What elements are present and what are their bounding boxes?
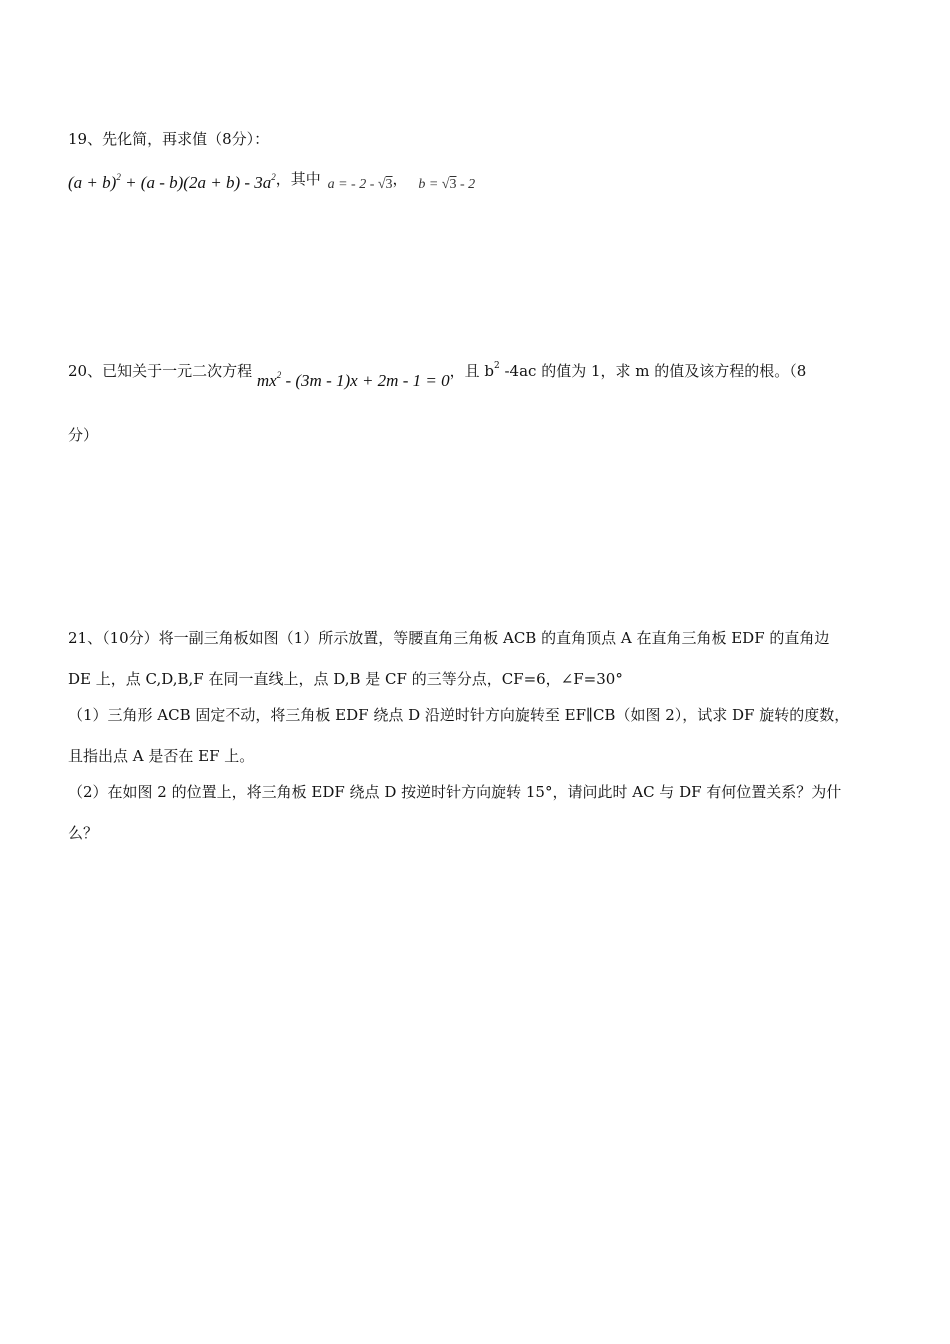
q21-line-2: DE 上，点 C,D,B,F 在同一直线上，点 D,B 是 CF 的三等分点，CF=6，∠F=30°	[68, 670, 623, 688]
q20-prefix: 20、已知关于一元二次方程	[68, 362, 253, 380]
q19-where-label: ，其中	[275, 170, 321, 188]
q21-line-6: 么？	[68, 824, 99, 842]
q19-condition-b: b = √3 - 2	[418, 177, 476, 192]
q19-title: 19、先化简，再求值（8分）：	[68, 130, 270, 148]
q21-line-4: 且指出点 A 是否在 EF 上。	[68, 747, 255, 765]
q20-equation: $mx^2 - (3m - 1)x + 2m - 1 = 0$	[256, 370, 450, 390]
q19-separator: ，	[392, 170, 408, 188]
q21-line-5: （2）在如图 2 的位置上，将三角板 EDF 绕点 D 按逆时针方向旋转 15°，请问此时 AC 与 DF 有何位置关系？为什	[68, 783, 842, 801]
q20-line-1	[68, 360, 807, 390]
q20-line-2: 分）	[68, 426, 99, 444]
q19-expression-line	[68, 172, 475, 193]
q20-suffix: ，且 $b^2$ -4ac 的值为 1，求 m 的值及该方程的根。（8	[449, 361, 807, 380]
q19-expression: $(a + b)^2 + (a - b)(2a + b) - 3a^2$	[68, 172, 276, 192]
q21-line-3: （1）三角形 ACB 固定不动，将三角板 EDF 绕点 D 沿逆时针方向旋转至 EF∥CB（如图 2），试求 DF 旋转的度数，	[68, 706, 850, 724]
q21-line-1: 21、（10分）将一副三角板如图（1）所示放置，等腰直角三角板 ACB 的直角顶点 A 在直角三角板 EDF 的直角边	[68, 629, 830, 647]
q19-condition-a: a = - 2 - √3	[327, 177, 393, 192]
